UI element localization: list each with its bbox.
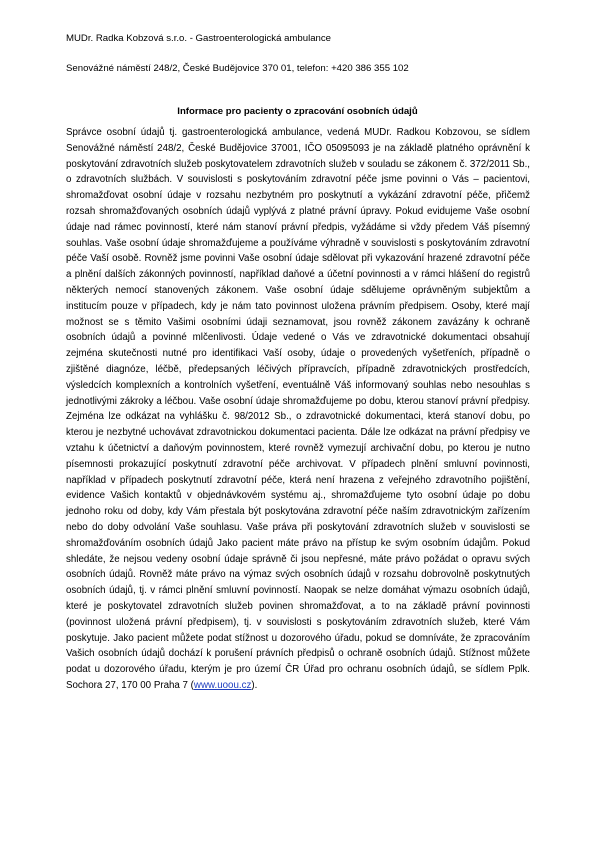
body-closing: ).	[251, 679, 258, 691]
body-text: Správce osobní údajů tj. gastroenterologická ambulance, vedená MUDr. Radkou Kobzovou, se sídlem Senovážné náměstí 248/2, České Budějovice 37001, IČO 05095093 je na základě platného oprávnění k poskytování zdravotních služeb poskytovatelem zdravotních služeb v souladu se zákonem č. 372/2011 Sb., o zdravotních službách. V souvislosti s poskytováním zdravotní péče jsme povinni o Vás – pacientovi, shromažďovat osobní údaje v rozsahu nezbytném pro poskytnutí a vykázání zdravotní péče, přičemž rozsah shromažďovaných osobních údajů vyplývá z platné právní úpravy. Pokud evidujeme Vaše osobní údaje nad rámec povinností, které nám stanoví právní předpis, vyžádáme si vždy předem Váš písemný souhlas. Vaše osobní údaje shromažďujeme a používáme výhradně v souvislosti s poskytováním zdravotní péče Vaší osobě. Rovněž jsme povinni Vaše osobní údaje sdělovat při vykazování hrazené zdravotní péče a plnění dalších zákonných povinností, například daňové a účetní povinnosti a v rámci hlášení do registrů některých nemocí stanovených zákonem. Vaše osobní údaje sdělujeme oprávněným subjektům a institucím pouze v případech, kdy je nám tato povinnost uložena právním předpisem. Osoby, které mají možnost se s těmito Vašimi osobními údaji seznamovat, jsou rovněž zákonem zavázány k ochraně osobních údajů a povinné mlčenlivosti. Údaje vedené o Vás ve zdravotnické dokumentaci obsahují zejména skutečnosti nutné pro identifikaci Vaší osoby, údaje o provedených vyšetřeních, případně o zjištěné diagnóze, léčbě, předepsaných léčivých přípravcích, případně zdravotnických prostředcích, výsledcích komplexních a kontrolních vyšetření, eventuálně Váš informovaný souhlas nebo nesouhlas s jednotlivými zákroky a léčbou. Vaše osobní údaje shromažďujeme po dobu, kterou stanoví právní předpisy. Zejména lze odkázat na vyhlášku č. 98/2012 Sb., o zdravotnické dokumentaci, která stanoví dobu, po kterou je nezbytné uchovávat zdravotnickou dokumentaci pacienta. Dále lze odkázat na právní předpisy ve vztahu k účetnictví a daňovým povinnostem, které rovněž vymezují archivační dobu, po kterou je nutno písemnosti prokazující poskytnutí zdravotní péče archivovat. V případech plnění smluvní povinnosti, například v případech poskytnutí zdravotní péče, která není hrazena z veřejného zdravotního pojištění, evidence Vašich kontaktů v objednávkovém systému aj., shromažďujeme tyto osobní údaje po dobu jednoho roku od doby, kdy Vám přestala být poskytována zdravotní péče naším zdravotnickým zařízením nebo do doby odvolání Vaše souhlasu. Vaše práva při poskytování zdravotních služeb v souvislosti se shromažďováním osobních údajů Jako pacient máte právo na přístup ke svým osobním údajům. Pokud shledáte, že nejsou vedeny osobní údaje správně či jsou nepřesné, máte právo požádat o opravu svých osobních údajů. Rovněž máte právo na výmaz svých osobních údajů v rozsahu dobrovolně poskytnutých osobních údajů, tj. v rámci plnění smluvní povinností. Naopak se nelze domáhat výmazu osobních údajů, které je poskytovatel zdravotních služeb povinen shromažďovat, a to na základě právní povinnosti (povinnost uložená právní předpisem), tj. v souvislosti s poskytováním zdravotních služeb, které Vám poskytuje. Jako pacient můžete podat stížnost u dozorového úřadu, pokud se domníváte, že zpracováním Vašich osobních údajů dochází k porušení právních předpisů o ochraně osobních údajů. Stížnost můžete podat u dozorového úřadu, kterým je pro území ČR Úřad pro ochranu osobních údajů, se sídlem Pplk. Sochora 27, 170 00 Praha 7 (	[66, 127, 530, 691]
clinic-name: MUDr. Radka Kobzová s.r.o. - Gastroenterologická ambulance	[66, 33, 332, 44]
document-title: Informace pro pacienty o zpracování osobních údajů	[177, 106, 418, 117]
uoou-link[interactable]: www.uoou.cz	[193, 679, 252, 691]
clinic-address: Senovážné náměstí 248/2, České Budějovice 370 01, telefon: +420 386 355 102	[66, 63, 409, 74]
document-body	[66, 125, 530, 694]
